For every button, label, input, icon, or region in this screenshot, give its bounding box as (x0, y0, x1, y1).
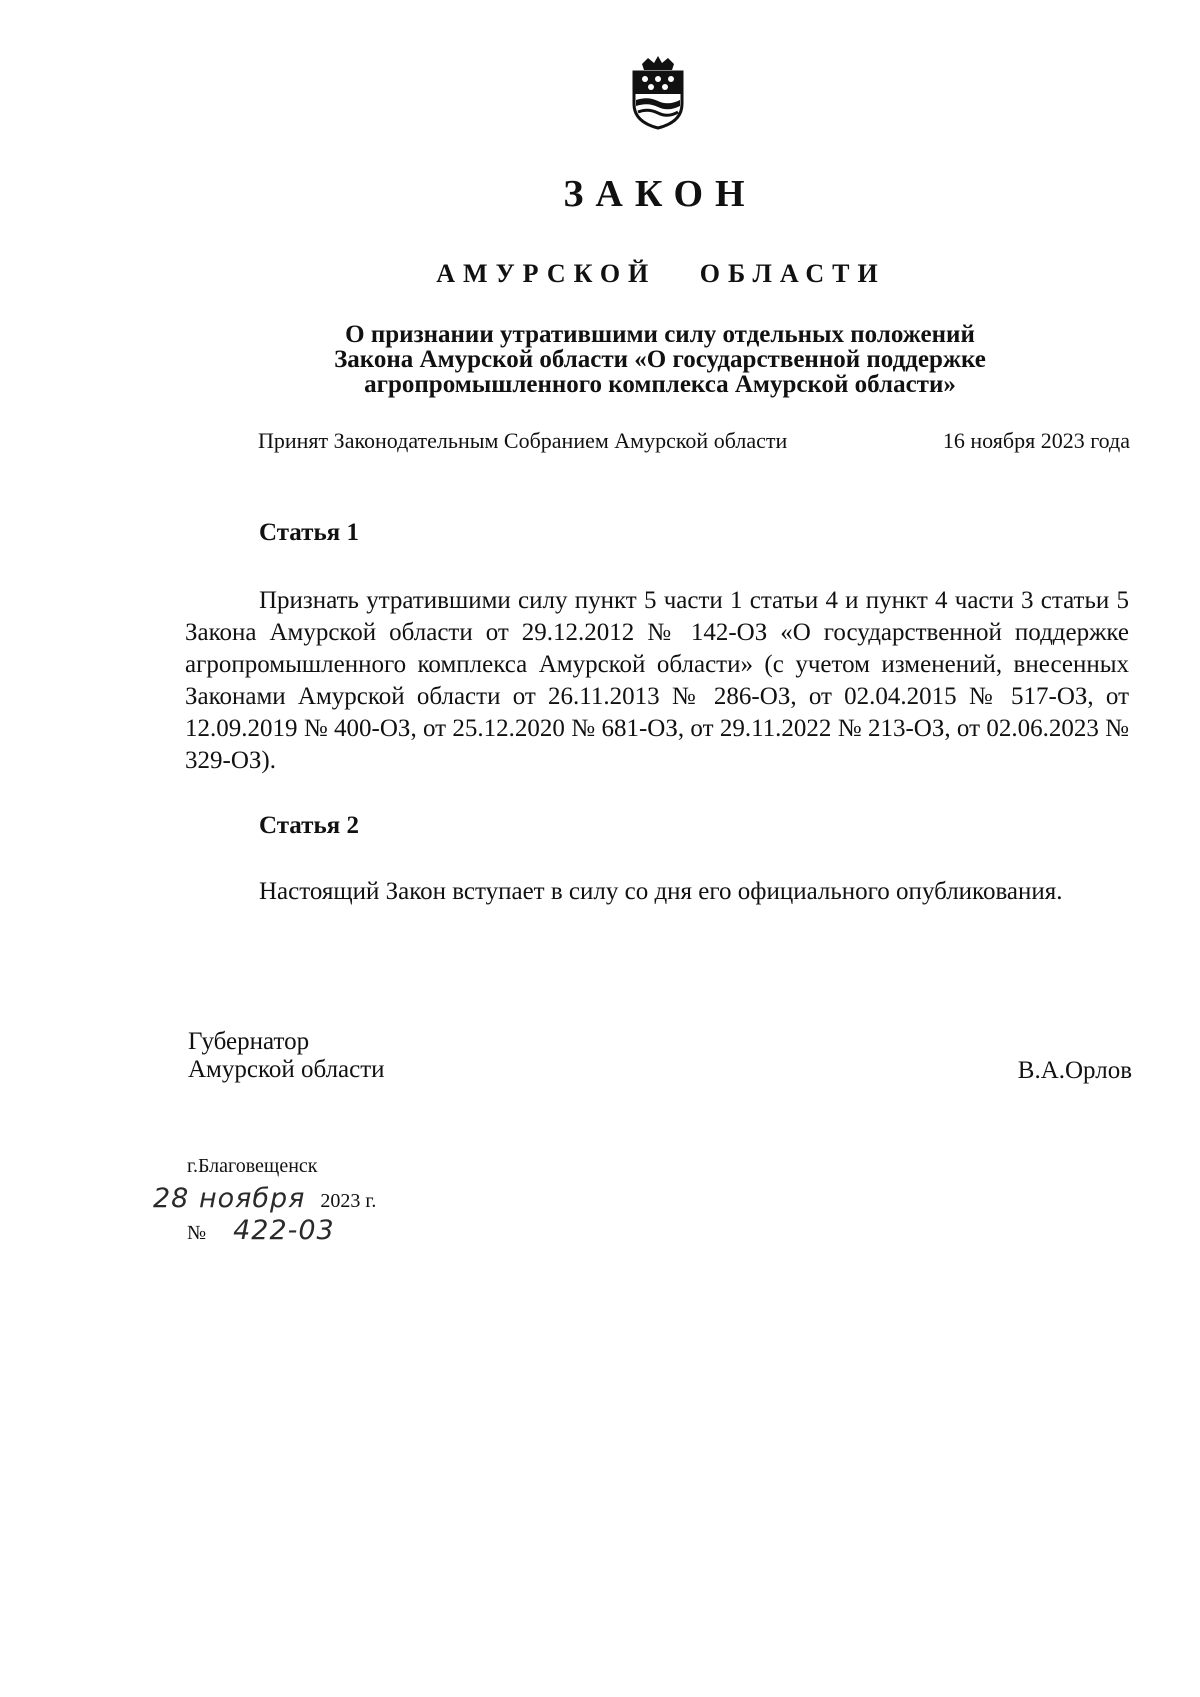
article-1-title: Статья 1 (259, 519, 359, 546)
signing-date (153, 1183, 376, 1214)
signatory-name: В.А.Орлов (1017, 1057, 1132, 1084)
law-number (187, 1215, 335, 1246)
adoption-date: 16 ноября 2023 года (942, 428, 1130, 453)
amur-region-coat-of-arms-icon (628, 54, 688, 130)
document-region: АМУРСКОЙ ОБЛАСТИ (436, 259, 886, 288)
heading-line: Закона Амурской области «О государственной поддержке (334, 346, 986, 373)
document-heading (250, 322, 1070, 397)
article-2-text: Настоящий Закон вступает в силу со дня его официального опубликования. (259, 878, 1063, 905)
handwritten-date: 28 ноября (153, 1183, 306, 1214)
article-1-text: Признать утратившими силу пункт 5 части 1 статьи 4 и пункт 4 части 3 статьи 5 Закона Амурской области от 29.12.2012 № 142-ОЗ «О государственной поддержке агропромышленного комплекса Амурской области» (с учетом изменений, внесенных Законами Амурской области от 26.11.2013 № 286-ОЗ, от 02.04.2015 № 517-ОЗ, от 12.09.2019 № 400-ОЗ, от 25.12.2020 № 681-ОЗ, от 29.11.2022 № 213-ОЗ, от 02.06.2023 № 329-ОЗ). (185, 587, 1129, 774)
signatory-position-line: Амурской области (188, 1056, 385, 1083)
heading-line: агропромышленного комплекса Амурской области» (364, 371, 956, 398)
signatory-position (188, 1028, 385, 1084)
adoption-statement: Принят Законодательным Собранием Амурской области (258, 428, 788, 453)
number-label: № (187, 1222, 207, 1244)
article-2-title: Статья 2 (259, 812, 359, 839)
document-title: ЗАКОН (563, 173, 757, 215)
signing-city: г.Благовещенск (187, 1155, 318, 1177)
signing-year: 2023 г. (320, 1190, 377, 1212)
signatory-position-line: Губернатор (188, 1028, 310, 1055)
heading-line: О признании утратившими силу отдельных положений (345, 321, 975, 348)
handwritten-number: 422-03 (233, 1215, 335, 1246)
